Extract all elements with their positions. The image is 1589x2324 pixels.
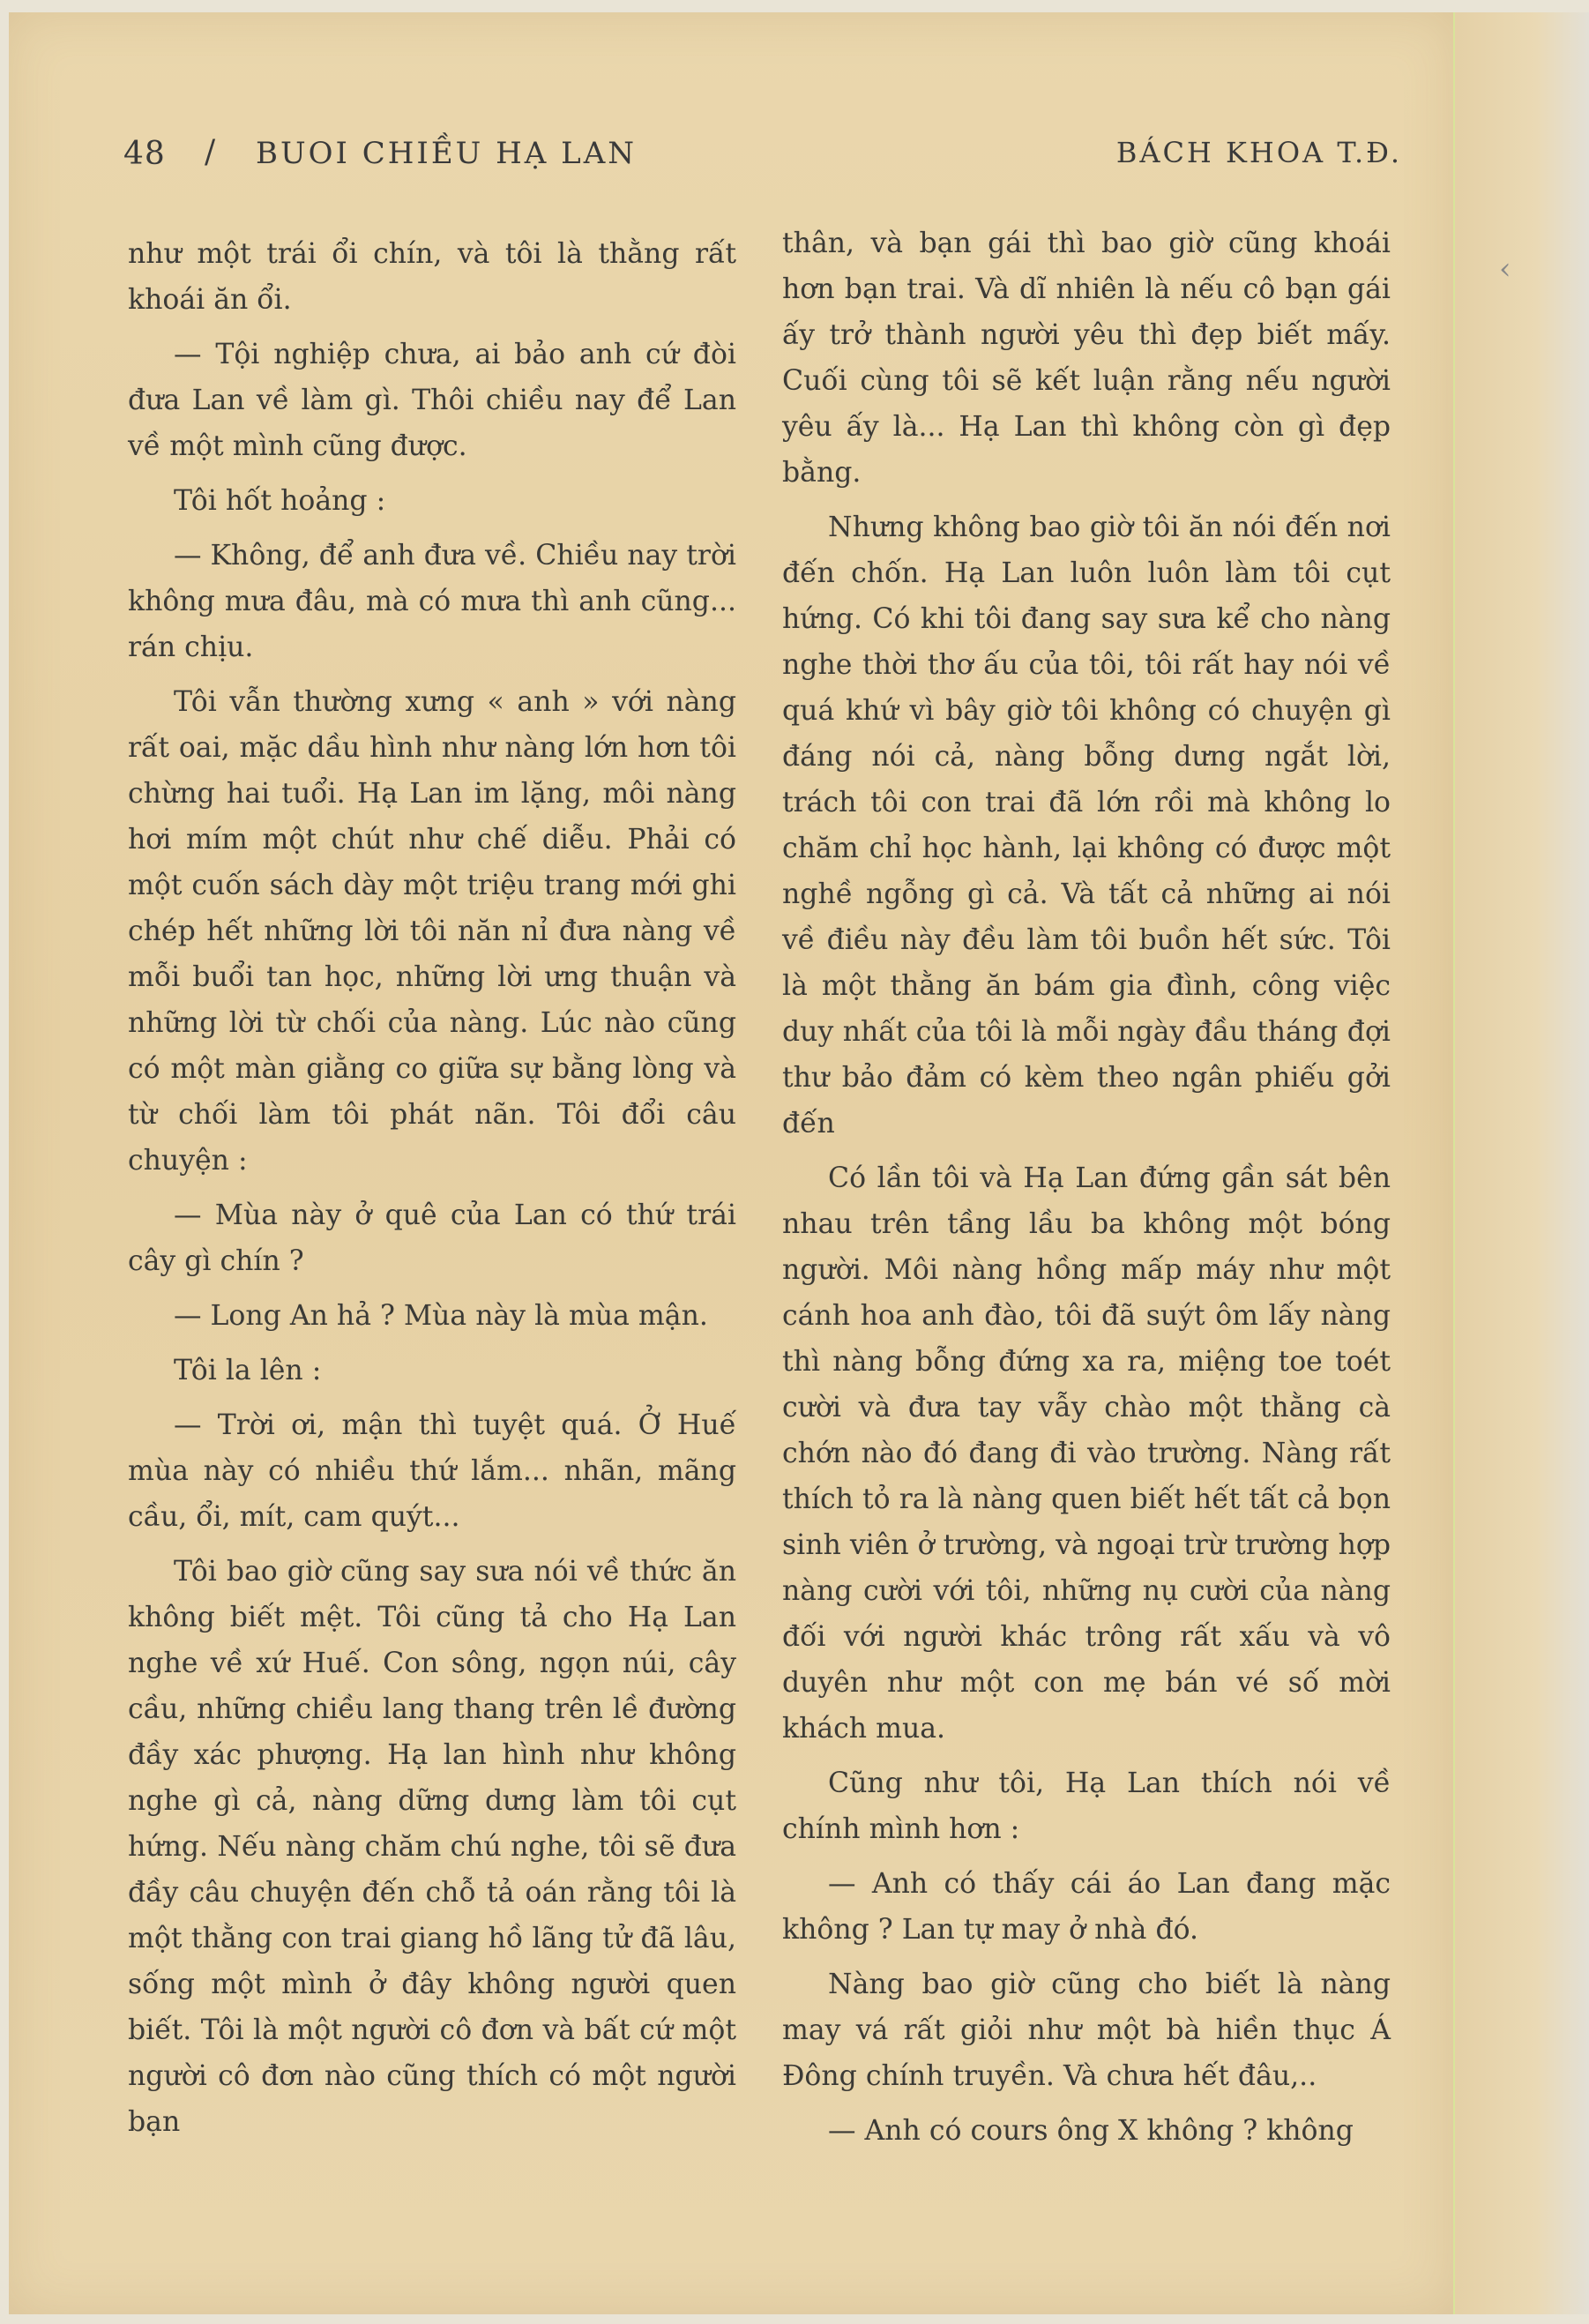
- page-edge-strip: [1455, 12, 1589, 2314]
- paragraph: — Không, để anh đưa về. Chiều nay trời không mưa đâu, mà có mưa thì anh cũng... rán chịu.: [128, 540, 736, 663]
- edge-mark: ‹: [1499, 251, 1511, 287]
- paragraph: — Mùa này ở quê của Lan có thứ trái cây gì chín ?: [128, 1199, 736, 1277]
- paragraph: — Anh có cours ông X không ? không: [828, 2115, 1354, 2147]
- paragraph: thân, và bạn gái thì bao giờ cũng khoái hơn bạn trai. Và dĩ nhiên là nếu cô bạn gái ấy trở thành người yêu thì đẹp biết mấy. Cuối cùng tôi sẽ kết luận rằng nếu người yêu ấy là... Hạ Lan thì không còn gì đẹp bằng.: [782, 228, 1391, 489]
- paragraph: Tôi hốt hoảng :: [174, 485, 386, 517]
- paragraph: — Anh có thấy cái áo Lan đang mặc không ? Lan tự may ở nhà đó.: [782, 1868, 1391, 1946]
- paragraph: Có lần tôi và Hạ Lan đứng gần sát bên nhau trên tầng lầu ba không một bóng người. Môi nàng hồng mấp máy như một cánh hoa anh đào, tôi đã suýt ôm lấy nàng thì nàng bỗng đứng xa ra, miệng toe toét cười và đưa tay vẫy chào một thằng cà chớn nào đó đang đi vào trường. Nàng rất thích tỏ ra là nàng quen biết hết tất cả bọn sinh viên ở trường, và ngoại trừ trường hợp nàng cười với tôi, những nụ cười của nàng đối với người khác trông rất xấu và vô duyên như một con mẹ bán vé số mời khách mua.: [782, 1162, 1391, 1745]
- page-header: [123, 132, 1402, 185]
- paragraph: — Long An hả ? Mùa này là mùa mận.: [174, 1300, 708, 1332]
- paragraph: Tôi la lên :: [174, 1355, 322, 1386]
- paragraph: — Tội nghiệp chưa, ai bảo anh cứ đòi đưa Lan về làm gì. Thôi chiều nay để Lan về một mình cũng được.: [128, 339, 736, 462]
- paragraph: — Trời ơi, mận thì tuyệt quá. Ở Huế mùa này có nhiều thứ lắm... nhãn, mãng cầu, ổi, mít, cam quýt...: [128, 1409, 736, 1533]
- paragraph: Nàng bao giờ cũng cho biết là nàng may vá rất giỏi như một bà hiền thục Á Đông chính truyền. Và chưa hết đâu,..: [782, 1969, 1391, 2092]
- page-number: 48: [123, 136, 166, 172]
- paragraph: Cũng như tôi, Hạ Lan thích nói về chính mình hơn :: [782, 1767, 1391, 1845]
- edge-line: [1453, 12, 1455, 2314]
- paragraph: Nhưng không bao giờ tôi ăn nói đến nơi đến chốn. Hạ Lan luôn luôn làm tôi cụt hứng. Có khi tôi đang say sưa kể cho nàng nghe thời thơ ấu của tôi, tôi rất hay nói về quá khứ vì bây giờ tôi không có chuyện gì đáng nói cả, nàng bỗng dưng ngắt lời, trách tôi con trai đã lớn rồi mà không lo chăm chỉ học hành, lại không có được một nghề ngỗng gì cả. Và tất cả những ai nói về điều này đều làm tôi buồn hết sức. Tôi là một thằng ăn bám gia đình, công việc duy nhất của tôi là mỗi ngày đầu tháng đợi thư bảo đảm có kèm theo ngân phiếu gởi đến: [782, 512, 1391, 1140]
- running-title: BUOI CHIỀU HẠ LAN: [256, 136, 638, 171]
- journal-name: BÁCH KHOA T.Đ.: [1115, 136, 1402, 169]
- paragraph: Tôi vẫn thường xưng « anh » với nàng rất oai, mặc dầu hình như nàng lớn hơn tôi chừng hai tuổi. Hạ Lan im lặng, môi nàng hơi mím một chút như chế diễu. Phải có một cuốn sách dày một triệu trang mới ghi chép hết những lời tôi năn nỉ đưa nàng về mỗi buổi tan học, những lời ưng thuận và những lời từ chối của nàng. Lúc nào cũng có một màn giằng co giữa sự bằng lòng và từ chối làm tôi phát nãn. Tôi đổi câu chuyện :: [128, 686, 736, 1177]
- paragraph: Tôi bao giờ cũng say sưa nói về thức ăn không biết mệt. Tôi cũng tả cho Hạ Lan nghe về xứ Huế. Con sông, ngọn núi, cây cầu, những chiều lang thang trên lề đường đầy xác phượng. Hạ lan hình như không nghe gì cả, nàng dững dưng làm tôi cụt hứng. Nếu nàng chăm chú nghe, tôi sẽ đưa đầy câu chuyện đến chỗ tả oán rằng tôi là một thằng con trai giang hồ lãng tử đã lâu, sống một mình ở đây không người quen biết. Tôi là một người cô đơn và bất cứ một người cô đơn nào cũng thích có một người bạn: [128, 1556, 736, 2138]
- right-column: [782, 220, 1391, 2163]
- paragraph: như một trái ổi chín, và tôi là thằng rất khoái ăn ổi.: [128, 238, 736, 316]
- left-column: [128, 231, 736, 2154]
- header-separator: /: [205, 134, 216, 170]
